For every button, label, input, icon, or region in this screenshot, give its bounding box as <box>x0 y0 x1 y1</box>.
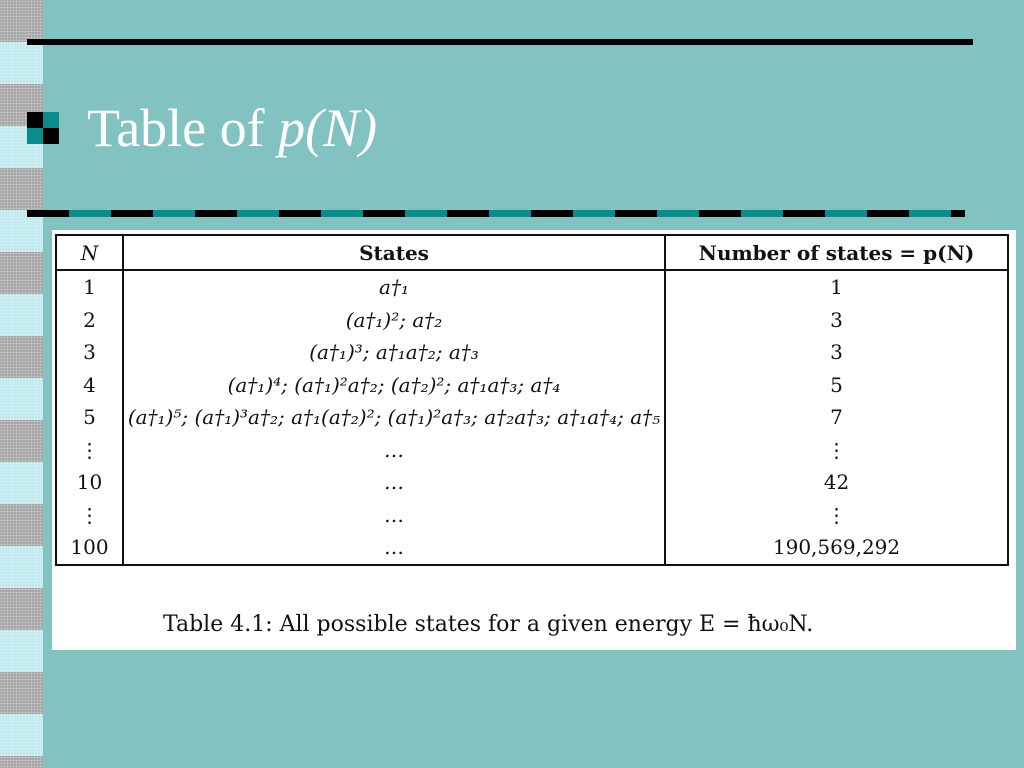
table-row <box>56 401 1008 434</box>
cell-count: 3 <box>665 336 1008 369</box>
cell-n: ⋮ <box>56 434 123 467</box>
cell-n: ⋮ <box>56 499 123 532</box>
cell-states: (a†₁)⁵; (a†₁)³a†₂; a†₁(a†₂)²; (a†₁)²a†₃; a†₂a†₃; a†₁a†₄; a†₅ <box>123 401 665 434</box>
slide-title-math: p(N) <box>278 98 378 158</box>
header-n: N <box>56 235 123 270</box>
header-states: States <box>123 235 665 270</box>
cell-count: 7 <box>665 401 1008 434</box>
cell-count: ⋮ <box>665 434 1008 467</box>
dashed-divider <box>27 210 965 217</box>
slide-title-prefix: Table of <box>87 98 279 158</box>
table-row <box>56 336 1008 369</box>
cell-count: 42 <box>665 466 1008 499</box>
table-row <box>56 270 1008 304</box>
table-header-row <box>56 235 1008 270</box>
cell-states: … <box>123 434 665 467</box>
top-rule <box>27 39 973 45</box>
cell-states: … <box>123 466 665 499</box>
cell-states: (a†₁)²; a†₂ <box>123 304 665 337</box>
cell-n: 100 <box>56 531 123 565</box>
cell-n: 5 <box>56 401 123 434</box>
table-row <box>56 369 1008 402</box>
cell-states: … <box>123 499 665 532</box>
table-row <box>56 466 1008 499</box>
cell-n: 10 <box>56 466 123 499</box>
cell-count: 1 <box>665 270 1008 304</box>
table-row <box>56 499 1008 532</box>
cell-n: 2 <box>56 304 123 337</box>
title-row <box>27 92 377 164</box>
cell-n: 4 <box>56 369 123 402</box>
cell-n: 1 <box>56 270 123 304</box>
cell-n: 3 <box>56 336 123 369</box>
table-row <box>56 304 1008 337</box>
table-caption: Table 4.1: All possible states for a given energy E = ħω₀N. <box>163 612 814 637</box>
header-count: Number of states = p(N) <box>665 235 1008 270</box>
table-figure <box>52 230 1016 650</box>
cell-count: ⋮ <box>665 499 1008 532</box>
cell-count: 190,569,292 <box>665 531 1008 565</box>
table-row <box>56 434 1008 467</box>
cell-count: 3 <box>665 304 1008 337</box>
cell-count: 5 <box>665 369 1008 402</box>
cell-states: … <box>123 531 665 565</box>
table-row <box>56 531 1008 565</box>
square-bullet-icon <box>27 112 59 144</box>
slide-title <box>87 92 377 164</box>
states-table <box>55 234 1009 566</box>
cell-states: (a†₁)³; a†₁a†₂; a†₃ <box>123 336 665 369</box>
cell-states: a†₁ <box>123 270 665 304</box>
cell-states: (a†₁)⁴; (a†₁)²a†₂; (a†₂)²; a†₁a†₃; a†₄ <box>123 369 665 402</box>
